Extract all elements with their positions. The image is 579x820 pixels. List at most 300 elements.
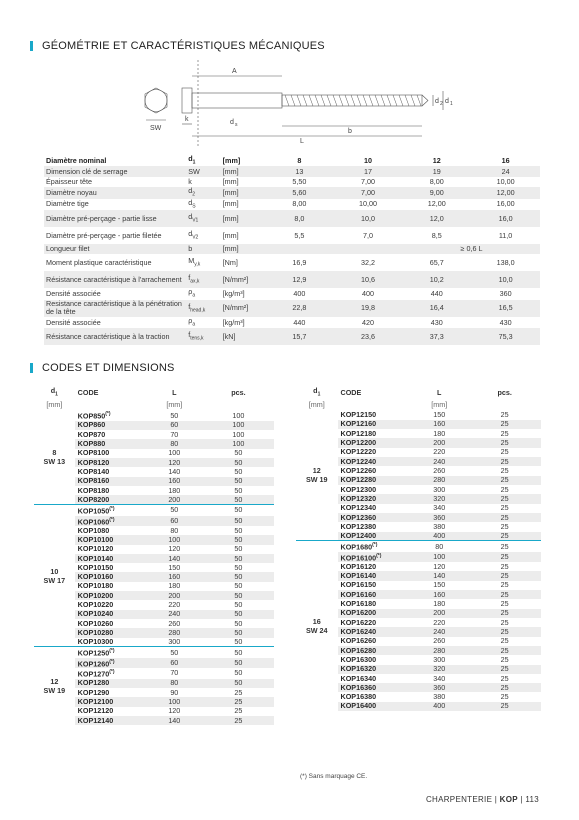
mech-row-value: 22,8 (265, 300, 334, 317)
codes-row-pcs: 25 (468, 541, 541, 552)
codes-row-length: 220 (168, 600, 181, 610)
codes-row-code: KOP12220 (340, 447, 377, 457)
codes-group-d1: 8 (52, 448, 57, 458)
codes-row-pcs: 50 (203, 458, 274, 467)
mech-row-unit: [mm] (222, 199, 239, 209)
codes-row-pcs: 25 (468, 438, 541, 447)
mech-row-merged-value: ≥ 0,6 L (265, 244, 540, 254)
mech-row-label: Diamètre pré-perçage - partie filetée (46, 230, 162, 240)
codes-row-pcs: 25 (468, 609, 541, 618)
codes-row-pcs: 100 (203, 439, 274, 448)
dim-label-d1: d (445, 98, 449, 105)
codes-row-pcs: 50 (234, 544, 243, 554)
codes-group-sw: SW 17 (43, 575, 66, 585)
codes-row-pcs: 50 (234, 467, 243, 477)
codes-row-pcs: 50 (234, 618, 243, 628)
mech-header-symbol: $d_1$ (188, 154, 196, 166)
mech-row-value: 16,0 (471, 210, 540, 227)
no-ce-mark: (*) (109, 658, 115, 665)
codes-row-code: KOP12360 (338, 513, 411, 522)
codes-row-code: KOP12240 (338, 457, 411, 466)
codes-row-length: 50 (146, 505, 203, 516)
codes-row-code: KOP16150 (340, 580, 377, 590)
codes-unit-pcs (203, 399, 274, 410)
codes-row-pcs: 25 (468, 646, 541, 655)
mech-row-value: 5,50 (292, 177, 307, 187)
codes-row-code: KOP1050(*) (75, 505, 146, 516)
codes-row-code: KOP10150 (77, 562, 114, 572)
codes-row-length: 120 (146, 458, 203, 467)
dim-label-d2-sub: 2 (440, 101, 443, 107)
codes-row-length: 280 (146, 628, 203, 637)
mech-row (44, 166, 540, 176)
mech-row-label: Densité associée (46, 289, 101, 299)
codes-row-code: KOP10240 (75, 610, 146, 619)
codes-row-pcs: 50 (203, 591, 274, 600)
mech-row-symbol: k (188, 177, 192, 187)
mech-row-value: 12,9 (265, 271, 334, 288)
mech-row-label: Dimension clé de serrage (44, 166, 186, 176)
mech-row (44, 300, 540, 317)
codes-row-length: 180 (433, 428, 446, 438)
mech-row-value: 12,00 (471, 187, 540, 198)
mech-header-value: 16 (501, 155, 510, 165)
codes-row-code: KOP880 (75, 439, 146, 448)
mech-row-value: 65,7 (429, 257, 444, 267)
codes-row-code: KOP860 (75, 421, 146, 430)
codes-row-length: 340 (433, 503, 446, 513)
mech-row-value: 16,5 (471, 300, 540, 317)
codes-row-length: 320 (410, 494, 468, 503)
codes-row-length: 150 (433, 410, 446, 420)
mechanical-table (44, 155, 540, 345)
codes-row-code: KOP16120 (340, 561, 377, 571)
codes-row-code: KOP16260 (340, 636, 377, 646)
codes-row-pcs: 50 (234, 448, 243, 458)
codes-row (296, 541, 541, 552)
codes-row-code: KOP10160 (75, 572, 146, 581)
codes-row-length: 360 (410, 683, 468, 692)
codes-row-length: 150 (433, 580, 446, 590)
codes-row-length: 260 (433, 465, 446, 475)
codes-row-length: 60 (146, 421, 203, 430)
codes-row-length: 240 (410, 627, 468, 636)
mech-row-value: 400 (293, 289, 306, 299)
codes-row-code: KOP1290 (77, 687, 110, 697)
dim-label-k: k (185, 116, 189, 123)
codes-header-code: CODE (77, 387, 99, 397)
codes-row-length: 100 (410, 552, 468, 562)
codes-row-code: KOP12120 (77, 706, 114, 716)
codes-group-d1: 12 (50, 677, 59, 687)
codes-row-length: 180 (168, 581, 181, 591)
codes-row-pcs: 50 (234, 485, 243, 495)
codes-row-code: KOP16200 (338, 609, 411, 618)
section-title-text: GÉOMÉTRIE ET CARACTÉRISTIQUES MÉCANIQUES (42, 40, 325, 52)
mech-row-symbol: $d_2$ (186, 187, 220, 198)
codes-row-length: 260 (433, 636, 446, 646)
codes-row-pcs: 25 (468, 683, 541, 692)
codes-row-pcs: 50 (203, 477, 274, 486)
codes-row-length: 80 (146, 439, 203, 448)
codes-row-pcs: 50 (203, 495, 274, 504)
no-ce-mark: (*) (109, 669, 115, 676)
mech-header-unit: [mm] (222, 155, 241, 165)
mech-row-value: 10,00 (496, 177, 515, 187)
mech-row-unit: [mm] (221, 166, 265, 176)
mech-row-label: Longueur filet (44, 244, 186, 254)
codes-unit-code (338, 399, 411, 410)
codes-row-code: KOP10260 (77, 618, 114, 628)
codes-row-pcs: 100 (203, 421, 274, 430)
codes-row-code: KOP10300 (77, 637, 114, 647)
codes-row-pcs: 25 (468, 552, 541, 562)
codes-row-pcs: 25 (468, 590, 541, 599)
codes-group-sw: SW 19 (305, 475, 328, 485)
codes-row-length: 320 (410, 665, 468, 674)
codes-row-length: 140 (410, 571, 468, 580)
codes-row-pcs: 50 (203, 610, 274, 619)
codes-row-length: 240 (146, 610, 203, 619)
dim-label-ds: d (230, 119, 234, 126)
section-title-geometry (30, 40, 325, 52)
mech-row-value: 16,4 (402, 300, 471, 317)
codes-row-code: KOP16380 (340, 692, 377, 702)
codes-row-code: KOP16300 (340, 654, 377, 664)
codes-row-pcs: 50 (203, 658, 274, 668)
codes-row-code: KOP12280 (338, 476, 411, 485)
mech-row-value: 440 (293, 317, 306, 327)
page-footer: CHARPENTERIE | KOP | 113 (425, 795, 539, 804)
codes-row-code: KOP10100 (75, 535, 146, 544)
mech-row (44, 244, 540, 254)
codes-row-pcs: 25 (468, 532, 541, 541)
codes-row-code: KOP16180 (340, 599, 377, 608)
codes-row-length: 220 (433, 447, 446, 457)
footer-product: KOP (499, 795, 518, 804)
codes-row-length: 160 (146, 477, 203, 486)
mech-row-value: 15,7 (265, 328, 334, 345)
mech-row-value: 17 (334, 166, 403, 176)
codes-row-length: 120 (168, 544, 181, 554)
codes-row-code: KOP16360 (338, 683, 411, 692)
codes-row-pcs: 25 (203, 697, 274, 706)
mech-row-label: Épaisseur tête (46, 177, 92, 187)
codes-row-pcs: 50 (203, 572, 274, 581)
codes-group-d1: 12 (312, 466, 321, 476)
codes-row-code: KOP16240 (338, 627, 411, 636)
codes-row-code: KOP16280 (338, 646, 411, 655)
codes-table-left (34, 386, 274, 725)
codes-row-pcs: 25 (500, 447, 509, 457)
codes-row-length: 200 (410, 609, 468, 618)
codes-row-pcs: 50 (203, 628, 274, 637)
mech-header-label: Diamètre nominal (46, 155, 107, 165)
mech-row (44, 317, 540, 328)
codes-row-code: KOP10280 (75, 628, 146, 637)
codes-header-code: CODE (340, 387, 362, 397)
dim-label-l: L (300, 138, 304, 145)
codes-row-code: KOP12300 (340, 484, 377, 494)
codes-row-pcs: 25 (500, 599, 509, 608)
mech-row-symbol: $f_{tens,k}$ (186, 328, 220, 345)
mech-row-value: 10,0 (471, 271, 540, 288)
codes-row-code: KOP8180 (77, 485, 110, 495)
dim-label-a: A (232, 68, 237, 75)
page-number: 113 (525, 795, 539, 804)
footer-category: CHARPENTERIE (425, 795, 493, 804)
mech-row-value: 420 (362, 317, 375, 327)
codes-row-pcs: 25 (500, 580, 509, 590)
mech-row-unit: [kg/m³] (222, 289, 245, 299)
codes-row-pcs: 50 (234, 637, 243, 647)
codes-row-pcs: 50 (203, 516, 274, 526)
codes-row-length: 80 (146, 679, 203, 688)
mech-row-value: 9,00 (402, 187, 471, 198)
codes-group-diameter (296, 541, 338, 711)
codes-row-pcs: 50 (203, 535, 274, 544)
codes-group-sw: SW 24 (305, 626, 328, 636)
codes-row-code: KOP1260(*) (75, 658, 146, 668)
codes-row-length: 50 (170, 410, 179, 420)
hex-head-icon (145, 88, 167, 113)
mech-row-symbol: $\rho_a$ (188, 315, 196, 328)
mech-row-value: 10,00 (359, 199, 378, 209)
codes-row-code: KOP10140 (75, 554, 146, 563)
codes-row-length: 360 (410, 513, 468, 522)
mech-row-value: 12,0 (402, 210, 471, 227)
mech-row-value: 75,3 (471, 328, 540, 345)
mech-row-unit: [N/mm²] (221, 271, 265, 288)
codes-row-length: 340 (433, 673, 446, 683)
mech-row-value: 19,8 (334, 300, 403, 317)
codes-row-pcs: 100 (232, 410, 245, 420)
codes-row-length: 60 (146, 658, 203, 668)
codes-row-pcs: 25 (500, 636, 509, 646)
mech-row (44, 328, 540, 345)
codes-row-length: 300 (433, 654, 446, 664)
mech-row-value: 12,00 (427, 199, 446, 209)
codes-row-pcs: 25 (468, 420, 541, 429)
codes-row-pcs: 25 (500, 673, 509, 683)
codes-row-pcs: 50 (234, 562, 243, 572)
codes-group-diameter (34, 505, 75, 647)
codes-row-length: 140 (168, 467, 181, 477)
dim-label-d1-sub: 1 (450, 101, 453, 107)
codes-row-length: 300 (433, 484, 446, 494)
codes-header-row (34, 386, 274, 399)
codes-row-pcs: 100 (232, 429, 245, 439)
codes-row-code: KOP1080 (77, 525, 110, 535)
no-ce-mark: (*) (376, 552, 382, 559)
mech-row-value: 5,5 (294, 230, 305, 240)
mech-row-value: 24 (471, 166, 540, 176)
codes-unit-row (296, 399, 541, 410)
section-title-text: CODES ET DIMENSIONS (42, 362, 175, 374)
codes-row-code: KOP1060(*) (75, 516, 146, 526)
mech-row-value: 11,0 (498, 230, 513, 240)
mech-row-unit: [mm] (221, 187, 265, 198)
codes-unit-pcs (468, 399, 541, 410)
codes-row-code: KOP12340 (340, 503, 377, 513)
codes-row-pcs: 50 (234, 581, 243, 591)
codes-row-length: 50 (146, 647, 203, 658)
mech-row-value: 16,00 (496, 199, 515, 209)
codes-row-code: KOP8160 (75, 477, 146, 486)
mech-row (44, 210, 540, 227)
codes-header-l: L (172, 387, 177, 397)
screw-drawing (120, 58, 465, 150)
codes-row-length: 200 (146, 591, 203, 600)
codes-row-code: KOP8100 (77, 448, 110, 458)
codes-header-pcs: pcs. (231, 387, 246, 397)
no-ce-mark: (*) (109, 506, 115, 513)
mech-row-symbol: $M_{y,k}$ (188, 256, 201, 268)
mech-row-symbol: b (186, 244, 220, 254)
codes-row-code: KOP12140 (75, 716, 146, 725)
codes-header-d: $d_1$ (313, 386, 321, 398)
codes-row-length: 160 (410, 420, 468, 429)
mech-row (44, 288, 540, 299)
codes-row-pcs: 25 (234, 706, 243, 716)
codes-row-code: KOP8200 (75, 495, 146, 504)
mech-row-value: 430 (430, 317, 443, 327)
mech-row-unit: [N/mm²] (221, 300, 265, 317)
mech-row-value: 430 (499, 317, 512, 327)
mech-row-label: Diamètre noyau (44, 187, 186, 198)
codes-row (296, 410, 541, 419)
codes-row-pcs: 50 (203, 505, 274, 516)
codes-row-length: 70 (170, 668, 179, 678)
codes-row-pcs: 25 (500, 410, 509, 420)
mech-header-value: 12 (432, 155, 441, 165)
codes-row-pcs: 25 (500, 654, 509, 664)
codes-group-diameter (296, 410, 338, 540)
mech-row-symbol: $f_{ax,k}$ (186, 271, 220, 288)
mech-row-label: Résistance caractéristique à l'arrachement (44, 271, 186, 288)
mech-row-unit: [mm] (222, 230, 239, 240)
mech-row-symbol: SW (186, 166, 220, 176)
codes-row-pcs: 50 (203, 554, 274, 563)
codes-row (34, 505, 274, 516)
codes-row-code: KOP16220 (340, 617, 377, 627)
mech-row-value: 8,0 (265, 210, 334, 227)
codes-row-length: 200 (410, 438, 468, 447)
codes-row-length: 120 (168, 706, 181, 716)
codes-header-d: $d_1$ (50, 386, 58, 398)
codes-row-pcs: 25 (468, 702, 541, 711)
codes-row-length: 140 (146, 554, 203, 563)
mech-row-label: Densité associée (46, 317, 101, 327)
codes-row-length: 280 (410, 476, 468, 485)
no-ce-mark: (*) (105, 411, 111, 418)
codes-row-code: KOP12180 (340, 428, 377, 438)
mech-row (44, 199, 540, 210)
codes-row-code: KOP12100 (75, 697, 146, 706)
mech-row-label: Résistance caractéristique à la traction (44, 328, 186, 345)
mech-row-symbol: $\rho_a$ (188, 287, 196, 299)
codes-row-length: 100 (146, 535, 203, 544)
codes-row-length: 300 (168, 637, 181, 647)
codes-row-length: 160 (410, 590, 468, 599)
codes-header-l: L (437, 387, 442, 397)
codes-row-code: KOP16160 (338, 590, 411, 599)
mech-row-unit: [kg/m³] (222, 317, 245, 327)
codes-row-code: KOP16140 (338, 571, 411, 580)
accent-bar (30, 363, 33, 373)
codes-row-length: 80 (170, 525, 179, 535)
codes-row-pcs: 50 (234, 668, 243, 678)
codes-row-pcs: 25 (500, 503, 509, 513)
codes-row-length: 220 (433, 617, 446, 627)
codes-row-pcs: 25 (468, 513, 541, 522)
mech-row-label: Moment plastique caractéristique (46, 257, 152, 267)
mech-row-unit: [mm] (221, 210, 265, 227)
codes-unit-l: [mm] (166, 399, 183, 409)
mech-row-symbol: $d_{V2}$ (188, 228, 199, 241)
codes-row (34, 647, 274, 658)
codes-row-length: 380 (433, 692, 446, 702)
no-ce-mark: (*) (372, 542, 378, 549)
codes-header-pcs: pcs. (497, 387, 512, 397)
codes-row-length: 200 (146, 495, 203, 504)
codes-row-length: 100 (146, 697, 203, 706)
codes-row-pcs: 25 (468, 457, 541, 466)
codes-row-pcs: 25 (203, 716, 274, 725)
codes-row-pcs: 50 (203, 647, 274, 658)
mech-header-value: 8 (297, 155, 302, 165)
codes-group-diameter (34, 410, 75, 504)
codes-row-code: KOP1280 (75, 679, 146, 688)
codes-row-code: KOP8140 (77, 467, 110, 477)
codes-row-length: 280 (410, 646, 468, 655)
codes-row-length: 240 (410, 457, 468, 466)
mech-row-label: Diamètre tige (46, 199, 89, 209)
mech-row (44, 177, 540, 187)
dim-label-sw: SW (150, 125, 162, 132)
codes-table-right (296, 386, 541, 711)
codes-unit-d: [mm] (46, 400, 63, 410)
mech-row-label: Diamètre pré-perçage - partie lisse (44, 210, 186, 227)
mech-header-value: 10 (364, 155, 373, 165)
mech-row-value: 138,0 (496, 257, 515, 267)
mech-row-value: 23,6 (334, 328, 403, 345)
mech-row-value: 37,3 (402, 328, 471, 345)
codes-row-pcs: 50 (234, 525, 243, 535)
codes-unit-l: [mm] (431, 399, 448, 409)
codes-row-pcs: 25 (500, 428, 509, 438)
codes-unit-d: [mm] (308, 400, 325, 410)
codes-row-pcs: 25 (468, 494, 541, 503)
mech-row-value: 32,2 (361, 257, 376, 267)
codes-row-code: KOP12400 (338, 532, 411, 541)
codes-row-code: KOP12150 (340, 410, 377, 420)
mech-row-value: 16,9 (292, 257, 307, 267)
mech-row-unit: [mm] (222, 177, 239, 187)
mech-row (44, 271, 540, 288)
codes-row-code: KOP16100(*) (338, 552, 411, 562)
mech-row-value: 7,00 (334, 187, 403, 198)
mech-row (44, 187, 540, 198)
mech-header-row (44, 155, 540, 166)
codes-row-length: 140 (146, 716, 203, 725)
codes-row-code: KOP870 (77, 429, 106, 439)
no-ce-mark: (*) (109, 516, 115, 523)
codes-row-length: 70 (170, 429, 179, 439)
codes-row-pcs: 25 (468, 571, 541, 580)
no-ce-mark: (*) (109, 648, 115, 655)
mech-row-unit: [mm] (221, 244, 265, 254)
